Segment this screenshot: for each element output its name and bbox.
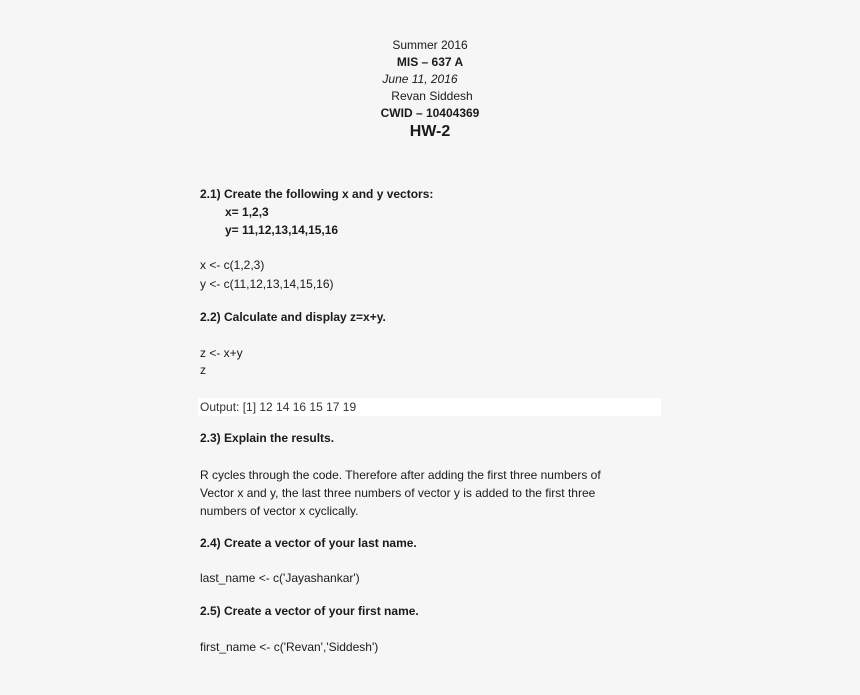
q2-5-heading: 2.5) Create a vector of your first name. xyxy=(200,604,419,618)
q2-3-heading: 2.3) Explain the results. xyxy=(200,431,335,445)
q2-5-code: first_name <- c('Revan','Siddesh') xyxy=(200,640,379,654)
q2-2-code-line: z xyxy=(200,363,206,377)
q2-2-output: Output: [1] 12 14 16 15 17 19 xyxy=(200,400,357,414)
q2-1-code-line: y <- c(11,12,13,14,15,16) xyxy=(200,277,334,291)
q2-1-given-y: y= 11,12,13,14,15,16 xyxy=(225,223,339,237)
q2-2-heading: 2.2) Calculate and display z=x+y. xyxy=(200,310,386,324)
student-name: Revan Siddesh xyxy=(391,89,473,103)
document-title: HW-2 xyxy=(409,123,451,140)
date-label: June 11, 2016 xyxy=(382,72,458,86)
q2-4-heading: 2.4) Create a vector of your last name. xyxy=(200,536,417,550)
q2-1-code-line: x <- c(1,2,3) xyxy=(200,258,265,272)
q2-1-heading: 2.1) Create the following x and y vectors: xyxy=(200,187,434,201)
answer-line: R cycles through the code. Therefore after adding the first three numbers of xyxy=(200,468,601,482)
q2-1-given-x: x= 1,2,3 xyxy=(225,205,269,219)
cwid-label: CWID – 10404369 xyxy=(380,106,480,120)
q2-3-answer xyxy=(200,466,640,520)
course-label: MIS – 637 A xyxy=(396,55,464,69)
term-label: Summer 2016 xyxy=(392,38,468,52)
q2-4-code: last_name <- c('Jayashankar') xyxy=(200,571,360,585)
q2-2-code-line: z <- x+y xyxy=(200,346,243,360)
answer-line: Vector x and y, the last three numbers of vector y is added to the first three xyxy=(200,486,596,500)
answer-line: numbers of vector x cyclically. xyxy=(200,504,359,518)
